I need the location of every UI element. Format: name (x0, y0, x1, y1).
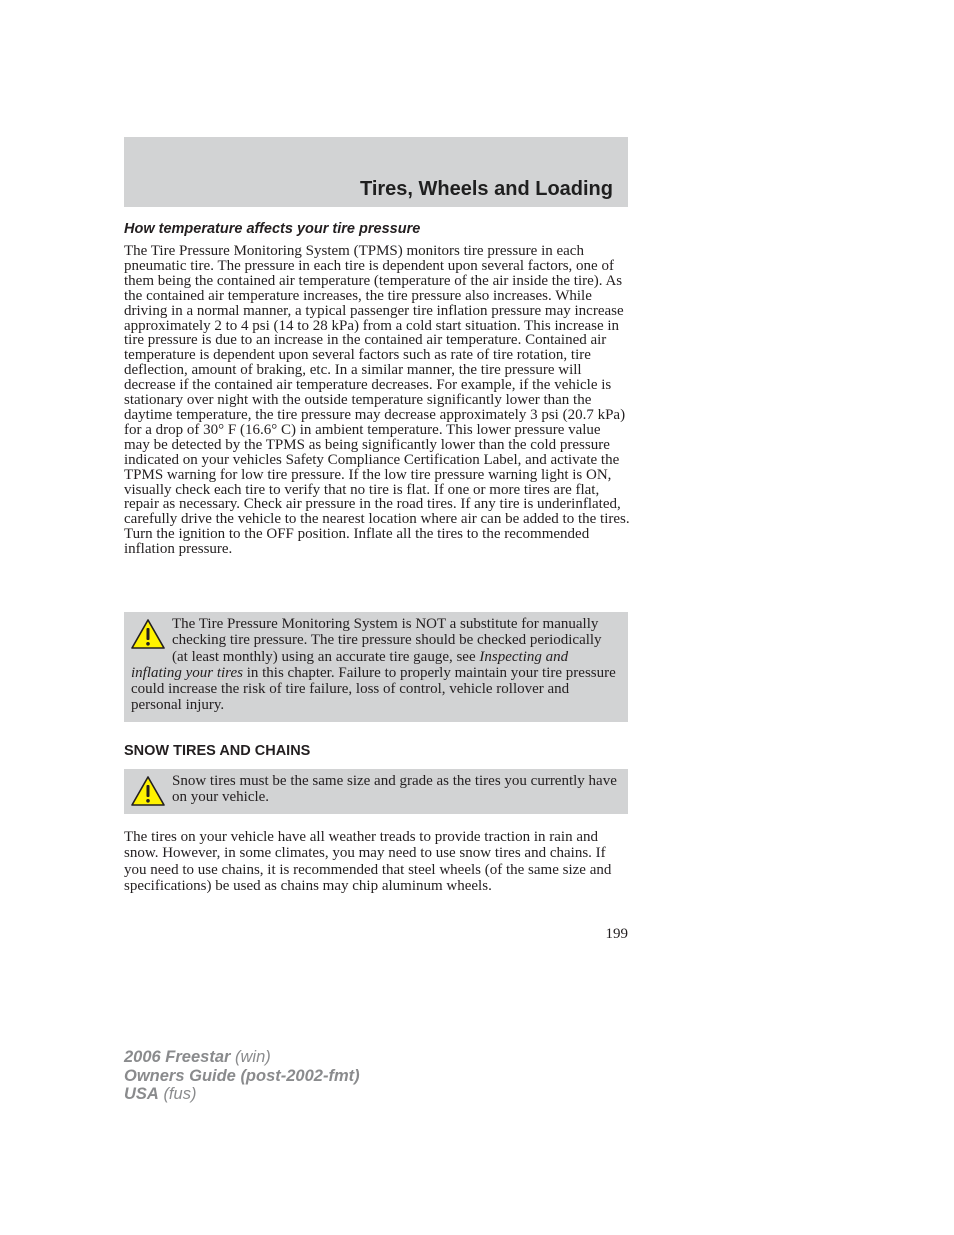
footer-line-model: 2006 Freestar (win) (124, 1048, 271, 1066)
snow-tires-warning-text: Snow tires must be the same size and grade as the tires you currently have on your vehicle. (172, 773, 617, 806)
footer-line-guide: Owners Guide (post-2002-fmt) (124, 1066, 360, 1085)
cross-reference-link-text: Inspecting and inflating your tires (131, 648, 569, 681)
chapter-header-band (124, 137, 628, 207)
footer-line-market: USA (fus) (124, 1085, 197, 1103)
tpms-warning-box (124, 612, 628, 722)
warning-triangle-icon (130, 618, 166, 650)
temperature-paragraph: The Tire Pressure Monitoring System (TPMS) monitors tire pressure in each pneumatic tire. The pressure in each tire is dependent upon several factors, one of them being the contained air temperature (temperature of the air inside the tire). As the contained air temperature increases, the tire pressure also increases. While driving in a normal manner, a typical passenger tire inflation pressure may increase approximately 2 to 4 psi (14 to 28 kPa) from a cold start situation. This increase in tire pressure is due to an increase in the contained air temperature. Contained air temperature is dependent upon several factors such as rate of tire rotation, tire deflection, amount of braking, etc. In a similar manner, the tire pressure will decrease if the contained air temperature decreases. For example, if the vehicle is stationary over night with the outside temperature significantly lower than the daytime temperature, the tire pressure may decrease approximately 3 psi (20.7 kPa) for a drop of 30° F (16.6° C) in ambient temperature. This lower pressure value may be detected by the TPMS as being significantly lower than the cold pressure indicated on your vehicles Safety Compliance Certification Label, and activate the TPMS warning for low tire pressure. If the low tire pressure warning light is ON, visually check each tire to verify that no tire is flat. If one or more tires are flat, repair as necessary. Check air pressure in the road tires. If any tire is underinflated, carefully drive the vehicle to the nearest location where air can be added to the tires. Turn the ignition to the OFF position. Inflate all the tires to the recommended inflation pressure. (124, 243, 630, 558)
document-footer (124, 1048, 360, 1104)
snow-tires-heading: SNOW TIRES AND CHAINS (124, 743, 311, 759)
snow-tires-warning-box (124, 769, 628, 814)
warning-triangle-icon (130, 775, 166, 807)
chapter-title: Tires, Wheels and Loading (359, 178, 613, 200)
temperature-subheading: How temperature affects your tire pressure (124, 221, 421, 237)
page-number: 199 (605, 926, 628, 942)
tpms-warning-text: The Tire Pressure Monitoring System is NOT a substitute for manually checking tire pressure. The tire pressure should be checked periodically (at least monthly) using an accurate tire gauge, see Inspecting and inflating your tires in this chapter. Failure to properly maintain your tire pressure could increase the risk of tire failure, loss of control, vehicle rollover and personal injury. (131, 616, 616, 714)
snow-tires-paragraph: The tires on your vehicle have all weather treads to provide traction in rain and snow. However, in some climates, you may need to use snow tires and chains. If you need to use chains, it is recommended that steel wheels (of the same size and specifications) be used as chains may chip aluminum wheels. (124, 829, 612, 894)
